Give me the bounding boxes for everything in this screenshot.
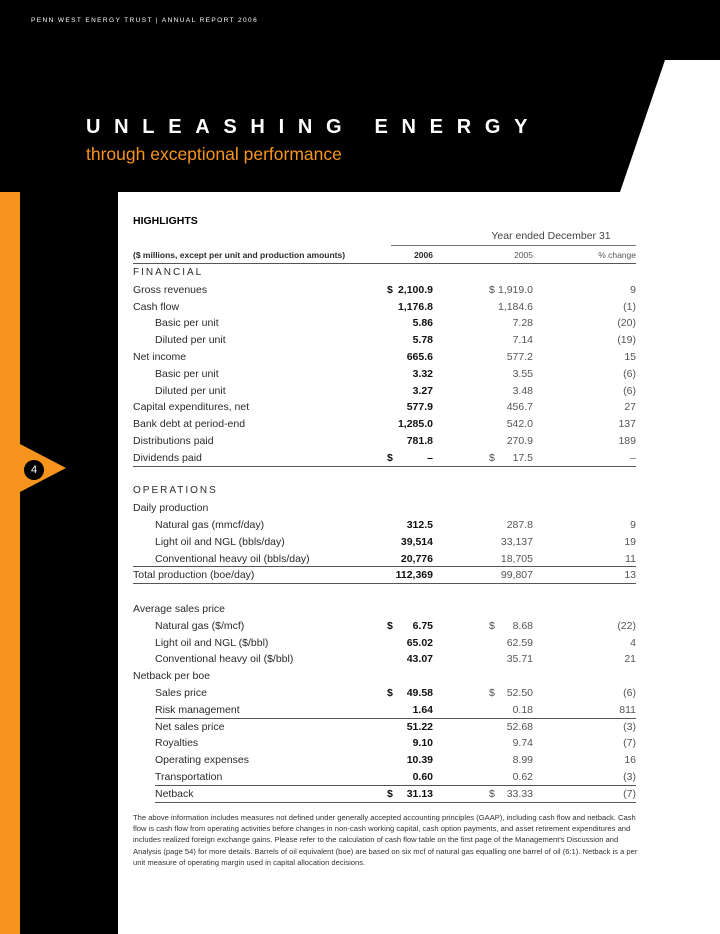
row-label: Basic per unit bbox=[155, 367, 219, 380]
table-row bbox=[133, 601, 636, 618]
spacer bbox=[133, 584, 636, 601]
row-label: Gross revenues bbox=[133, 283, 208, 296]
value-2006: 20,776 bbox=[400, 552, 433, 565]
value-change: 15 bbox=[624, 350, 636, 363]
row-label: Royalties bbox=[155, 737, 199, 750]
value-2005: 33.33 bbox=[506, 787, 533, 800]
value-2005: 1,184.6 bbox=[497, 300, 533, 313]
value-change: (7) bbox=[623, 787, 636, 800]
value-change: (19) bbox=[617, 334, 636, 347]
table-row bbox=[133, 719, 636, 736]
value-2006: 1,176.8 bbox=[397, 300, 433, 313]
table-row bbox=[133, 567, 636, 584]
row-label: Netback bbox=[155, 787, 194, 800]
value-2005: 577.2 bbox=[506, 350, 533, 363]
row-label: FINANCIAL bbox=[133, 267, 204, 278]
value-2006: 2,100.9 bbox=[397, 283, 433, 296]
row-label: Operating expenses bbox=[155, 754, 249, 767]
row-label: Light oil and NGL ($/bbl) bbox=[155, 636, 269, 649]
dollar-sign: $ bbox=[387, 619, 393, 632]
spacer bbox=[133, 467, 636, 484]
row-label: Natural gas ($/mcf) bbox=[155, 619, 245, 632]
value-2006: – bbox=[427, 451, 433, 464]
table-row bbox=[133, 651, 636, 668]
table-row bbox=[133, 450, 636, 467]
value-2006: 3.32 bbox=[412, 367, 433, 380]
value-change: (6) bbox=[623, 367, 636, 380]
table-row bbox=[133, 315, 636, 332]
row-label: Sales price bbox=[155, 686, 207, 699]
table-row bbox=[133, 702, 636, 719]
row-rule bbox=[133, 583, 636, 584]
value-2005: 8.68 bbox=[512, 619, 533, 632]
row-label: Conventional heavy oil ($/bbl) bbox=[155, 653, 294, 666]
row-label: Total production (boe/day) bbox=[133, 569, 255, 582]
value-2006: 1.64 bbox=[412, 703, 433, 716]
page-subtitle: through exceptional performance bbox=[86, 144, 342, 164]
dollar-sign: $ bbox=[489, 283, 495, 296]
table-row bbox=[133, 299, 636, 316]
table-row bbox=[133, 551, 636, 568]
dollar-sign: $ bbox=[387, 283, 393, 296]
row-label: Dividends paid bbox=[133, 451, 202, 464]
value-2006: 665.6 bbox=[406, 350, 433, 363]
value-change: – bbox=[630, 451, 636, 464]
table-row bbox=[133, 752, 636, 769]
row-label: Natural gas (mmcf/day) bbox=[155, 518, 265, 531]
value-2005: 0.18 bbox=[512, 703, 533, 716]
value-2006: 3.27 bbox=[412, 384, 433, 397]
page-number: 4 bbox=[24, 460, 44, 480]
value-2006: 51.22 bbox=[406, 720, 433, 733]
value-2005: 17.5 bbox=[512, 451, 533, 464]
row-label: Light oil and NGL (bbls/day) bbox=[155, 535, 285, 548]
value-change: 4 bbox=[630, 636, 636, 649]
value-2006: 577.9 bbox=[406, 401, 433, 414]
value-2006: 6.75 bbox=[412, 619, 433, 632]
value-2006: 39,514 bbox=[400, 535, 433, 548]
value-2005: 99,807 bbox=[500, 569, 533, 582]
value-change: 9 bbox=[630, 283, 636, 296]
value-2006: 0.60 bbox=[412, 770, 433, 783]
table-row bbox=[133, 517, 636, 534]
value-2005: 0.62 bbox=[512, 770, 533, 783]
row-label: Diluted per unit bbox=[155, 384, 226, 397]
row-label: Daily production bbox=[133, 502, 209, 515]
table-row bbox=[133, 383, 636, 400]
col-label-header: ($ millions, except per unit and production amounts) bbox=[133, 250, 346, 260]
value-change: (6) bbox=[623, 384, 636, 397]
value-2005: 456.7 bbox=[506, 401, 533, 414]
row-label: Net sales price bbox=[155, 720, 225, 733]
row-label: Transportation bbox=[155, 770, 223, 783]
row-rule bbox=[133, 466, 636, 467]
dollar-sign: $ bbox=[387, 787, 393, 800]
value-2005: 7.28 bbox=[512, 317, 533, 330]
dollar-sign: $ bbox=[489, 619, 495, 632]
value-change: 21 bbox=[624, 653, 636, 666]
page-title: UNLEASHING ENERGY bbox=[86, 116, 542, 138]
table-rows bbox=[133, 265, 636, 803]
value-2006: 49.58 bbox=[406, 686, 433, 699]
table-row bbox=[133, 399, 636, 416]
year-header: Year ended December 31 bbox=[491, 230, 611, 242]
table-row bbox=[133, 668, 636, 685]
row-label: Conventional heavy oil (bbls/day) bbox=[155, 552, 310, 565]
value-2005: 62.59 bbox=[506, 636, 533, 649]
value-2006: 1,285.0 bbox=[397, 418, 433, 431]
row-label: Basic per unit bbox=[155, 317, 219, 330]
dollar-sign: $ bbox=[489, 787, 495, 800]
row-label: Capital expenditures, net bbox=[133, 401, 250, 414]
value-2006: 781.8 bbox=[406, 434, 433, 447]
header-rule bbox=[133, 263, 636, 264]
column-headers bbox=[133, 250, 636, 263]
table-row bbox=[133, 786, 636, 803]
table-row bbox=[133, 635, 636, 652]
row-label: Risk management bbox=[155, 703, 240, 716]
value-2006: 9.10 bbox=[412, 737, 433, 750]
table-row bbox=[133, 685, 636, 702]
value-2006: 10.39 bbox=[406, 754, 433, 767]
value-2005: 33,137 bbox=[500, 535, 533, 548]
value-change: (20) bbox=[617, 317, 636, 330]
col-2005-header: 2005 bbox=[514, 250, 533, 260]
row-label: Netback per boe bbox=[133, 670, 211, 683]
value-change: 13 bbox=[624, 569, 636, 582]
table-row bbox=[133, 483, 636, 500]
dollar-sign: $ bbox=[387, 686, 393, 699]
value-2006: 5.78 bbox=[412, 334, 433, 347]
col-change-header: % change bbox=[598, 250, 636, 260]
col-2006-header: 2006 bbox=[414, 250, 433, 260]
table-row bbox=[133, 534, 636, 551]
running-header: PENN WEST ENERGY TRUST | ANNUAL REPORT 2006 bbox=[31, 17, 259, 24]
value-2005: 3.55 bbox=[512, 367, 533, 380]
value-2005: 9.74 bbox=[512, 737, 533, 750]
row-label: Average sales price bbox=[133, 602, 226, 615]
table-row bbox=[133, 349, 636, 366]
value-2006: 65.02 bbox=[406, 636, 433, 649]
value-2005: 287.8 bbox=[506, 518, 533, 531]
value-2005: 52.50 bbox=[506, 686, 533, 699]
value-change: (22) bbox=[617, 619, 636, 632]
row-label: Distributions paid bbox=[133, 434, 214, 447]
table-row bbox=[133, 265, 636, 282]
dollar-sign: $ bbox=[387, 451, 393, 464]
table-row bbox=[133, 500, 636, 517]
value-change: 137 bbox=[618, 418, 636, 431]
table-row bbox=[133, 282, 636, 299]
footnote: The above information includes measures not defined under generally accepted accounting principles (GAAP), including cash flow and netback. Cash flow is cash flow from operating activities before changes in non-cash working capital, cash option payments, and asset retirement expenditures and includes realized foreign exchange gains. Please refer to the calculation of cash flow table on the first page of the Management's Discussion and Analysis (page 54) for more details. Barrels of oil equivalent (boe) are based on six mcf of natural gas equalling one barrel of oil (6:1). Netback is a per unit measure of operating margin used in capital allocation decisions. bbox=[133, 813, 638, 867]
value-2005: 3.48 bbox=[512, 384, 533, 397]
table-row bbox=[133, 735, 636, 752]
value-2005: 1,919.0 bbox=[497, 283, 533, 296]
value-change: 811 bbox=[619, 703, 636, 716]
table-row bbox=[133, 618, 636, 635]
year-header-rule bbox=[391, 245, 636, 246]
value-2005: 7.14 bbox=[512, 334, 533, 347]
value-2005: 8.99 bbox=[512, 754, 533, 767]
value-change: 16 bbox=[624, 754, 636, 767]
value-change: 27 bbox=[624, 401, 636, 414]
row-label: Bank debt at period-end bbox=[133, 418, 246, 431]
section-heading: HIGHLIGHTS bbox=[133, 215, 198, 227]
value-2005: 270.9 bbox=[506, 434, 533, 447]
value-2006: 5.86 bbox=[412, 317, 433, 330]
table-row bbox=[133, 416, 636, 433]
value-2006: 31.13 bbox=[406, 787, 433, 800]
value-change: 11 bbox=[625, 552, 636, 565]
value-change: (1) bbox=[623, 300, 636, 313]
row-label: OPERATIONS bbox=[133, 485, 218, 497]
row-label: Diluted per unit bbox=[155, 334, 226, 347]
row-label: Cash flow bbox=[133, 300, 180, 313]
value-change: (3) bbox=[623, 720, 636, 733]
table-row bbox=[133, 332, 636, 349]
value-2005: 35.71 bbox=[506, 653, 533, 666]
value-2006: 312.5 bbox=[406, 518, 433, 531]
value-2006: 112,369 bbox=[395, 569, 433, 582]
dollar-sign: $ bbox=[489, 686, 495, 699]
row-rule bbox=[155, 802, 636, 803]
table-row bbox=[133, 769, 636, 786]
table-row bbox=[133, 366, 636, 383]
row-label: Net income bbox=[133, 350, 187, 363]
value-2005: 18,705 bbox=[500, 552, 533, 565]
value-change: 9 bbox=[630, 518, 636, 531]
value-change: 189 bbox=[618, 434, 636, 447]
value-change: (6) bbox=[623, 686, 636, 699]
value-change: 19 bbox=[624, 535, 636, 548]
value-2006: 43.07 bbox=[406, 653, 433, 666]
value-2005: 542.0 bbox=[506, 418, 533, 431]
value-change: (3) bbox=[623, 770, 636, 783]
value-2005: 52.68 bbox=[506, 720, 533, 733]
left-orange-bar bbox=[0, 192, 118, 934]
value-change: (7) bbox=[623, 737, 636, 750]
table-row bbox=[133, 433, 636, 450]
dollar-sign: $ bbox=[489, 451, 495, 464]
